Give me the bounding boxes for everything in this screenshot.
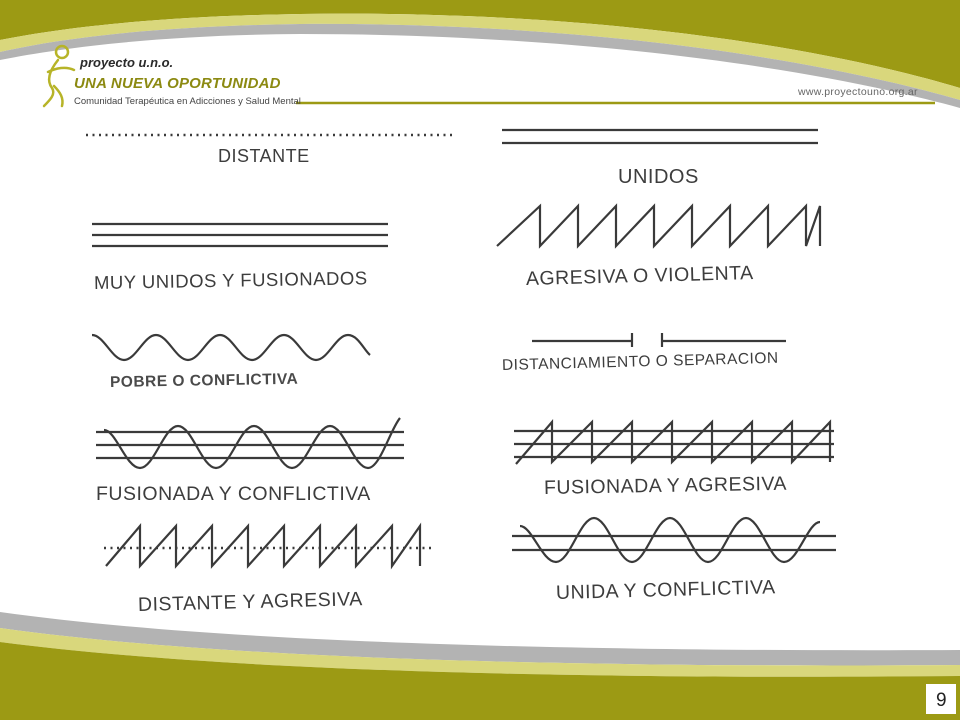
brand-subtitle: Comunidad Terapéutica en Adicciones y Salud Mental	[74, 96, 301, 107]
label-distante-agresiva: DISTANTE Y AGRESIVA	[137, 588, 363, 616]
label-pobre: POBRE O CONFLICTIVA	[109, 370, 299, 391]
website-url[interactable]: www.proyectouno.org.ar	[798, 86, 918, 98]
symbol-unidos	[502, 130, 818, 143]
symbol-distante-agresiva	[104, 526, 432, 566]
symbol-agresiva	[497, 206, 820, 246]
label-distanciamiento: DISTANCIAMIENTO O SEPARACION	[501, 349, 779, 374]
label-unida-conflictiva: UNIDA Y CONFLICTIVA	[555, 576, 776, 604]
brand-tagline: UNA NUEVA OPORTUNIDAD	[74, 75, 281, 92]
page-number: 9	[936, 690, 947, 711]
symbol-fusionada-agresiva	[514, 422, 834, 464]
symbol-pobre	[92, 335, 370, 360]
label-fusionada-agresiva: FUSIONADA Y AGRESIVA	[543, 472, 788, 499]
label-unidos: UNIDOS	[618, 166, 699, 188]
symbol-muy-unidos	[92, 224, 388, 246]
symbol-fusionada-conflictiva	[96, 418, 404, 468]
label-fusionada-conflictiva: FUSIONADA Y CONFLICTIVA	[96, 483, 371, 505]
label-agresiva: AGRESIVA O VIOLENTA	[525, 262, 754, 290]
symbol-unida-conflictiva	[512, 518, 836, 562]
label-muy-unidos: MUY UNIDOS Y FUSIONADOS	[93, 267, 368, 293]
brand-name: proyecto u.n.o.	[80, 55, 174, 70]
label-distante: DISTANTE	[218, 146, 310, 166]
symbol-distanciamiento	[532, 333, 786, 347]
